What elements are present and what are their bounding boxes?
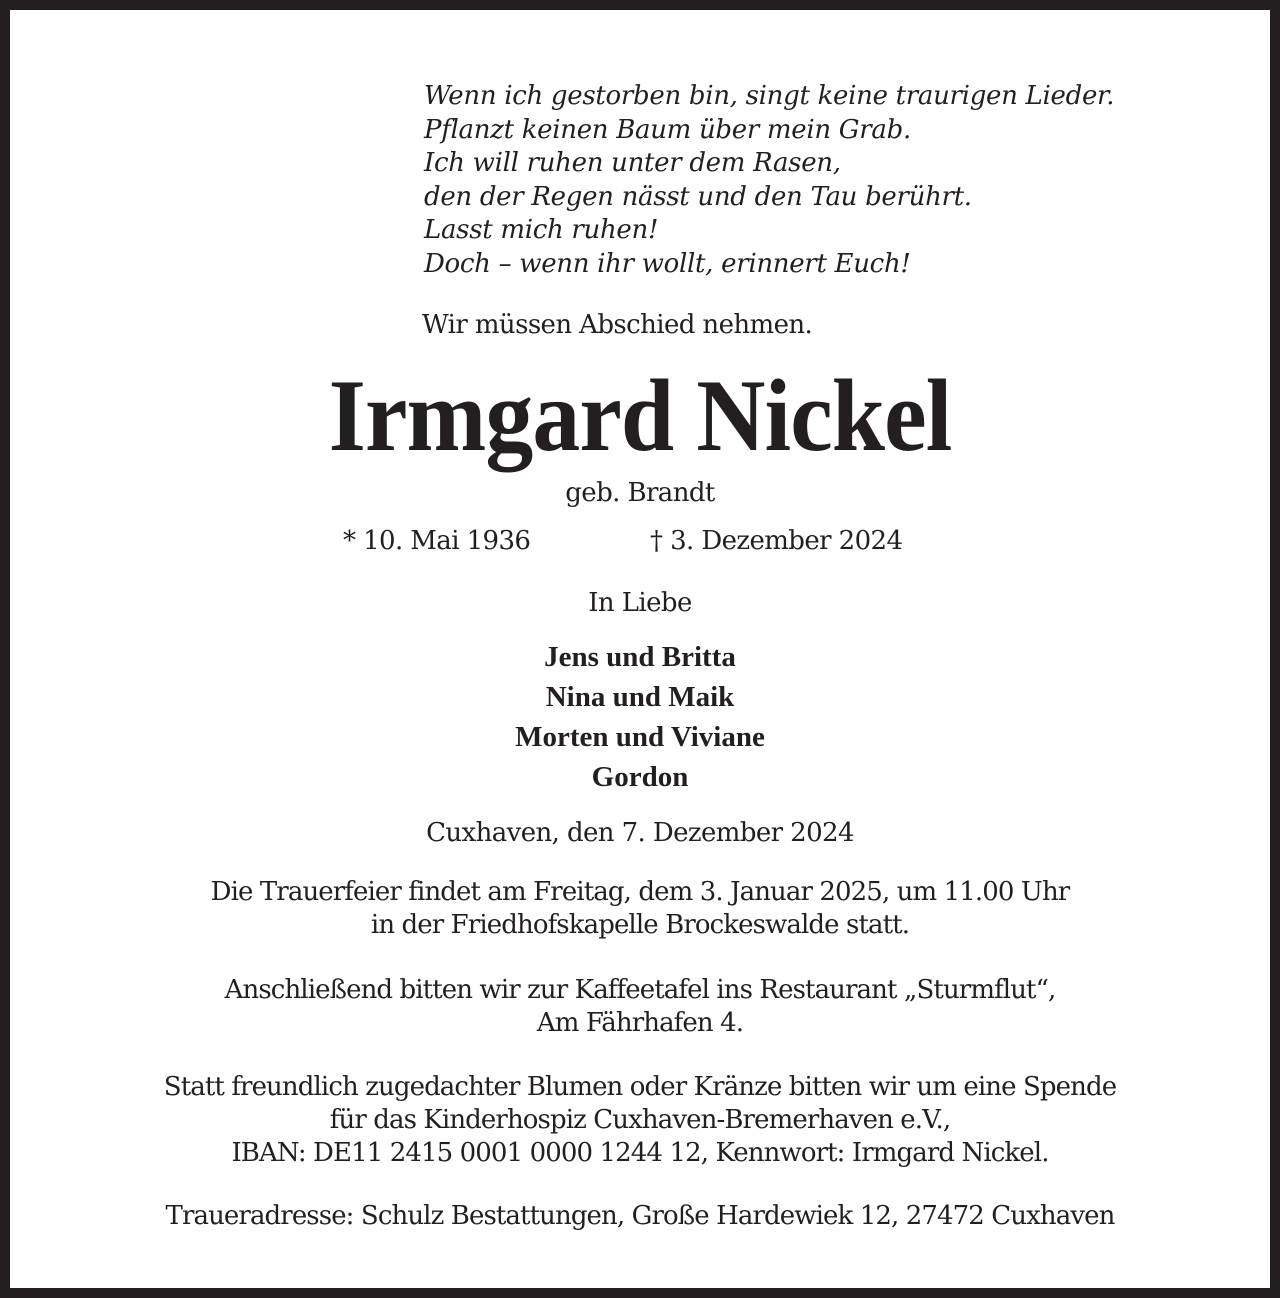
- intro-text: Wir müssen Abschied nehmen.: [422, 310, 813, 340]
- poem-line: Wenn ich gestorben bin, singt keine traurigen Lieder.: [424, 81, 1115, 111]
- family-member: Jens und Britta: [544, 641, 736, 673]
- family-member: Gordon: [591, 761, 689, 793]
- poem-line: Doch – wenn ihr wollt, erinnert Euch!: [424, 248, 911, 279]
- poem-line: Pflanzt keinen Baum über mein Grab.: [424, 114, 911, 145]
- family-member: Nina und Maik: [545, 681, 735, 713]
- family-member: Morten und Viviane: [515, 721, 765, 753]
- poem-line: den der Regen nässt und den Tau berührt.: [424, 181, 972, 212]
- donation-line: IBAN: DE11 2415 0001 0000 1244 12, Kennwort: Irmgard Nickel.: [231, 1138, 1049, 1168]
- deceased-name: Irmgard Nickel: [328, 359, 952, 473]
- reception-info: [10, 974, 1270, 1040]
- obituary-notice: [10, 10, 1270, 1288]
- donation-line: für das Kinderhospiz Cuxhaven-Bremerhaven e.V.,: [329, 1105, 951, 1135]
- reception-line: Anschließend bitten wir zur Kaffeetafel ins Restaurant „Sturmflut“,: [224, 975, 1056, 1005]
- poem-line: Ich will ruhen unter dem Rasen,: [424, 148, 841, 178]
- donation-line: Statt freundlich zugedachter Blumen oder Kränze bitten wir um eine Spende: [163, 1072, 1117, 1102]
- reception-line: Am Fährhafen 4.: [536, 1008, 744, 1038]
- in-love-text: In Liebe: [588, 588, 692, 618]
- place-date: Cuxhaven, den 7. Dezember 2024: [426, 818, 854, 848]
- funeral-info: [10, 876, 1270, 942]
- death-date: † 3. Dezember 2024: [650, 526, 903, 556]
- poem: [424, 80, 1114, 281]
- poem-line: Lasst mich ruhen!: [424, 215, 659, 245]
- funeral-line: Die Trauerfeier findet am Freitag, dem 3. Januar 2025, um 11.00 Uhr: [210, 877, 1070, 907]
- mourning-address: Traueradresse: Schulz Bestattungen, Große Hardewiek 12, 27472 Cuxhaven: [165, 1201, 1115, 1231]
- birth-date: * 10. Mai 1936: [343, 526, 531, 556]
- family-list: [10, 637, 1270, 797]
- maiden-name: geb. Brandt: [565, 478, 715, 508]
- donation-info: [10, 1071, 1270, 1170]
- funeral-line: in der Friedhofskapelle Brockeswalde statt.: [370, 910, 910, 940]
